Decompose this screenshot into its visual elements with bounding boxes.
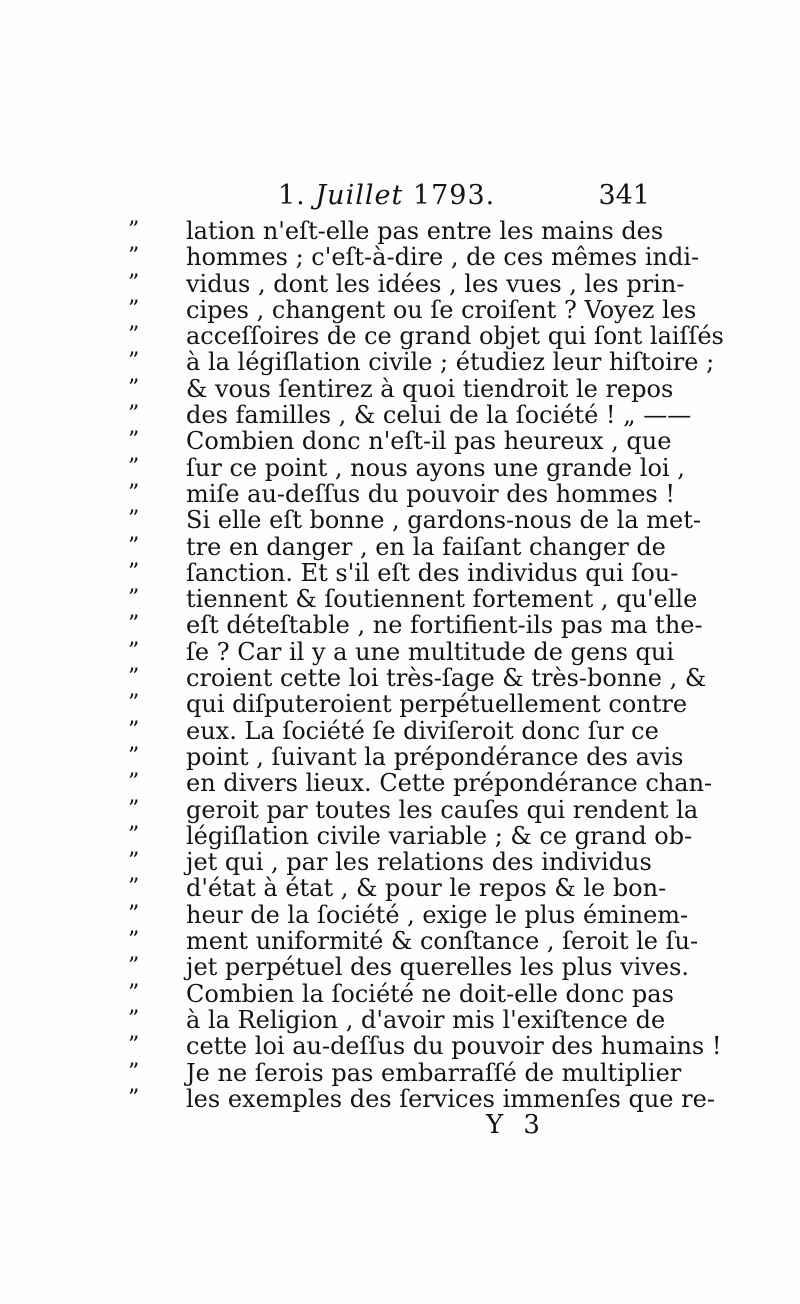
- running-header: [150, 176, 650, 216]
- line-text: Si elle eſt bonne , gardons-nous de la met-: [186, 506, 701, 535]
- line-text: croient cette loi très-ſage & très-bonne , &: [186, 664, 707, 693]
- line-text: acceſſoires de ce grand objet qui ſont laiſſés: [186, 322, 724, 351]
- line-text: & vous ſentirez à quoi tiendroit le repos: [186, 374, 674, 403]
- quote-mark: ”: [128, 402, 140, 428]
- quote-mark: ”: [128, 428, 140, 454]
- text-line: [0, 323, 800, 349]
- signature-mark: Y 3: [486, 1110, 546, 1140]
- quote-mark: ”: [128, 665, 140, 691]
- line-text: Je ne ſerois pas embarraſſé de multiplier: [186, 1058, 682, 1087]
- quote-mark: ”: [128, 270, 140, 296]
- text-line: [0, 981, 800, 1007]
- text-line: [0, 875, 800, 901]
- line-text: des familles , & celui de la ſociété ! „ ——: [186, 401, 692, 430]
- line-text: jet qui , par les relations des individus: [186, 848, 652, 877]
- text-line: [0, 770, 800, 796]
- quote-mark: ”: [128, 1033, 140, 1059]
- line-text: qui diſputeroient perpétuellement contre: [186, 690, 688, 719]
- text-line: [0, 455, 800, 481]
- text-line: [0, 1007, 800, 1033]
- line-text: cipes , changent ou ſe croiſent ? Voyez les: [186, 295, 697, 324]
- line-text: cette loi au-deſſus du pouvoir des humains !: [186, 1032, 722, 1061]
- line-text: ſe ? Car il y a une multitude de gens qui: [186, 637, 675, 666]
- quote-mark: ”: [128, 218, 140, 243]
- quote-mark: ”: [128, 638, 140, 664]
- quote-mark: ”: [128, 743, 140, 769]
- text-line: [0, 271, 800, 297]
- quote-mark: ”: [128, 928, 140, 954]
- text-line: [0, 376, 800, 402]
- quote-mark: ”: [128, 849, 140, 875]
- text-line: [0, 1060, 800, 1086]
- text-line: [0, 928, 800, 954]
- text-line: [0, 586, 800, 612]
- line-text: heur de la ſociété , exige le plus éminem-: [186, 900, 689, 929]
- quote-mark: ”: [128, 796, 140, 822]
- quote-mark: ”: [128, 586, 140, 612]
- text-line: [0, 534, 800, 560]
- quote-mark: ”: [128, 323, 140, 349]
- line-text: les exemples des ſervices immenſes que re-: [186, 1084, 715, 1113]
- text-line: [0, 297, 800, 323]
- quote-mark: ”: [128, 980, 140, 1006]
- text-line: [0, 349, 800, 375]
- line-text: Combien la ſociété ne doit-elle donc pas: [186, 979, 674, 1008]
- line-text: d'état à état , & pour le repos & le bon-: [186, 874, 667, 903]
- text-line: [0, 612, 800, 638]
- title-year: 1793.: [412, 180, 496, 211]
- quote-mark: ”: [128, 454, 140, 480]
- text-line: [0, 218, 800, 244]
- quote-mark: ”: [128, 507, 140, 533]
- text-line: [0, 560, 800, 586]
- text-line: [0, 481, 800, 507]
- quote-mark: ”: [128, 349, 140, 375]
- quote-mark: ”: [128, 244, 140, 270]
- text-line: [0, 849, 800, 875]
- quote-mark: ”: [128, 1085, 140, 1111]
- text-line: [0, 691, 800, 717]
- line-text: miſe au-deſſus du pouvoir des hommes !: [186, 479, 675, 508]
- text-line: [0, 402, 800, 428]
- text-line: [0, 954, 800, 980]
- text-line: [0, 823, 800, 849]
- quote-mark: ”: [128, 533, 140, 559]
- quote-mark: ”: [128, 480, 140, 506]
- text-line: [0, 902, 800, 928]
- quote-mark: ”: [128, 1006, 140, 1032]
- page-number: 341: [598, 180, 650, 211]
- text-line: [0, 1086, 800, 1112]
- title-prefix: 1.: [278, 180, 306, 211]
- quote-mark: ”: [128, 375, 140, 401]
- quote-mark: ”: [128, 875, 140, 901]
- quote-mark: ”: [128, 296, 140, 322]
- quote-mark: ”: [128, 612, 140, 638]
- quote-mark: ”: [128, 954, 140, 980]
- line-text: eſt déteſtable , ne fortifient-ils pas ma the-: [186, 611, 703, 640]
- text-line: [0, 244, 800, 270]
- line-text: hommes ; c'eſt-à-dire , de ces mêmes indi-: [186, 243, 700, 272]
- line-text: tiennent & ſoutiennent fortement , qu'elle: [186, 585, 698, 614]
- title-month: Juillet: [315, 180, 404, 211]
- line-text: ſur ce point , nous ayons une grande loi ,: [186, 453, 685, 482]
- quote-mark: ”: [128, 901, 140, 927]
- line-text: ſanction. Et s'il eſt des individus qui ſou-: [186, 558, 679, 587]
- line-text: eux. La ſociété ſe diviſeroit donc ſur ce: [186, 716, 659, 745]
- quote-mark: ”: [128, 822, 140, 848]
- text-line: [0, 1033, 800, 1059]
- line-text: jet perpétuel des querelles les plus vives.: [186, 953, 690, 982]
- text-line: [0, 718, 800, 744]
- running-title: [278, 180, 495, 211]
- line-text: à la légiſlation civile ; étudiez leur hiſtoire ;: [186, 348, 715, 377]
- quote-mark: ”: [128, 1059, 140, 1085]
- line-text: à la Religion , d'avoir mis l'exiſtence de: [186, 1005, 666, 1034]
- text-body: [0, 218, 800, 1112]
- line-text: en divers lieux. Cette prépondérance chan-: [186, 769, 713, 798]
- line-text: tre en danger , en la faiſant changer de: [186, 532, 666, 561]
- text-line: [0, 639, 800, 665]
- line-text: geroit par toutes les cauſes qui rendent la: [186, 795, 699, 824]
- text-line: [0, 428, 800, 454]
- line-text: Combien donc n'eſt-il pas heureux , que: [186, 427, 672, 456]
- quote-mark: ”: [128, 559, 140, 585]
- line-text: lation n'eſt-elle pas entre les mains des: [186, 217, 664, 245]
- text-line: [0, 665, 800, 691]
- quote-mark: ”: [128, 717, 140, 743]
- text-line: [0, 744, 800, 770]
- quote-mark: ”: [128, 691, 140, 717]
- text-line: [0, 507, 800, 533]
- line-text: point , ſuivant la prépondérance des avis: [186, 742, 684, 771]
- line-text: ment uniformité & conſtance , ſeroit le ſu-: [186, 927, 699, 956]
- text-line: [0, 797, 800, 823]
- line-text: vidus , dont les idées , les vues , les prin-: [186, 269, 685, 298]
- line-text: légiſlation civile variable ; & ce grand ob-: [186, 821, 693, 850]
- quote-mark: ”: [128, 770, 140, 796]
